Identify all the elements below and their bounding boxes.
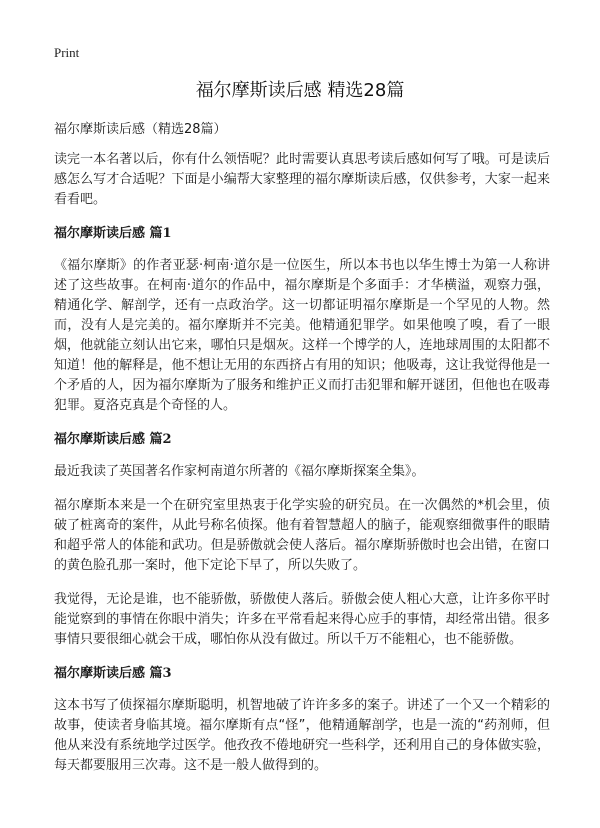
section-1-paragraph-1: 《福尔摩斯》的作者亚瑟·柯南·道尔是一位医生，所以本书也以华生博士为第一人称讲述了这些故事。在柯南·道尔的作品中，福尔摩斯是个多面手：才华横溢，观察力强，精通化学、解剖学，还有一点政治学。这一切都证明福尔摩斯是一个罕见的人物。然而，没有人是完美的。福尔摩斯并不完美。他精通犯罪学。如果他嗅了嗅，看了一眼烟，他就能立刻认出它来，哪怕只是烟灰。这样一个博学的人，连地球周围的太阳都不知道！他的解释是，他不想让无用的东西挤占有用的知识；他吸毒，这让我觉得他是一个矛盾的人，因为福尔摩斯为了服务和维护正义而打击犯罪和解开谜团，但他也在吸毒犯罪。夏洛克真是个奇怪的人。 [54, 258, 550, 413]
section-3-paragraph-1: 这本书写了侦探福尔摩斯聪明，机智地破了许许多多的案子。讲述了一个又一个精彩的故事，使读者身临其境。福尔摩斯有点“怪”，他精通解剖学，也是一流的“药剂师，但他从来没有系统地学过医学。他孜孜不倦地研究一些科学，还利用自己的身体做实验，每天都要服用三次毒。这不是一般人做得到的。 [54, 698, 550, 773]
section-2-paragraph-1: 最近我读了英国著名作家柯南道尔所著的《福尔摩斯探案全集》。 [54, 464, 425, 479]
section-2-paragraph-2: 福尔摩斯本来是一个在研究室里热衷于化学实验的研究员。在一次偶然的*机会里，侦破了桩离奇的案件，从此号称名侦探。他有着智慧超人的脑子，能观察细微事件的眼睛和超乎常人的体能和武功。但是骄傲就会使人落后。福尔摩斯骄傲时也会出错，在窗口的黄色脸孔那一案时，他下定论下早了，所以失败了。 [54, 498, 550, 573]
article-subtitle: 福尔摩斯读后感（精选28篇） [54, 122, 227, 137]
intro-paragraph: 读完一本名著以后，你有什么领悟呢？此时需要认真思考读后感如何写了哦。可是读后感怎么写才合适呢？下面是小编帮大家整理的福尔摩斯读后感，仅供参考，大家一起来看看吧。 [54, 152, 550, 207]
section-heading-2: 福尔摩斯读后感 篇2 [54, 432, 172, 447]
print-link[interactable]: Print [54, 45, 80, 60]
section-heading-3: 福尔摩斯读后感 篇3 [54, 666, 172, 681]
article-body [54, 120, 550, 790]
section-2-paragraph-3: 我觉得，无论是谁，也不能骄傲，骄傲使人落后。骄傲会使人粗心大意，让许多你平时能觉察到的事情在你眼中消失；许多在平常看起来得心应手的事情，却经常出错。很多事情只要很细心就会干成，哪怕你从没有做过。所以千万不能粗心，也不能骄傲。 [54, 592, 550, 647]
page-title: 福尔摩斯读后感 精选28篇 [195, 80, 405, 101]
section-heading-1: 福尔摩斯读后感 篇1 [54, 226, 172, 241]
